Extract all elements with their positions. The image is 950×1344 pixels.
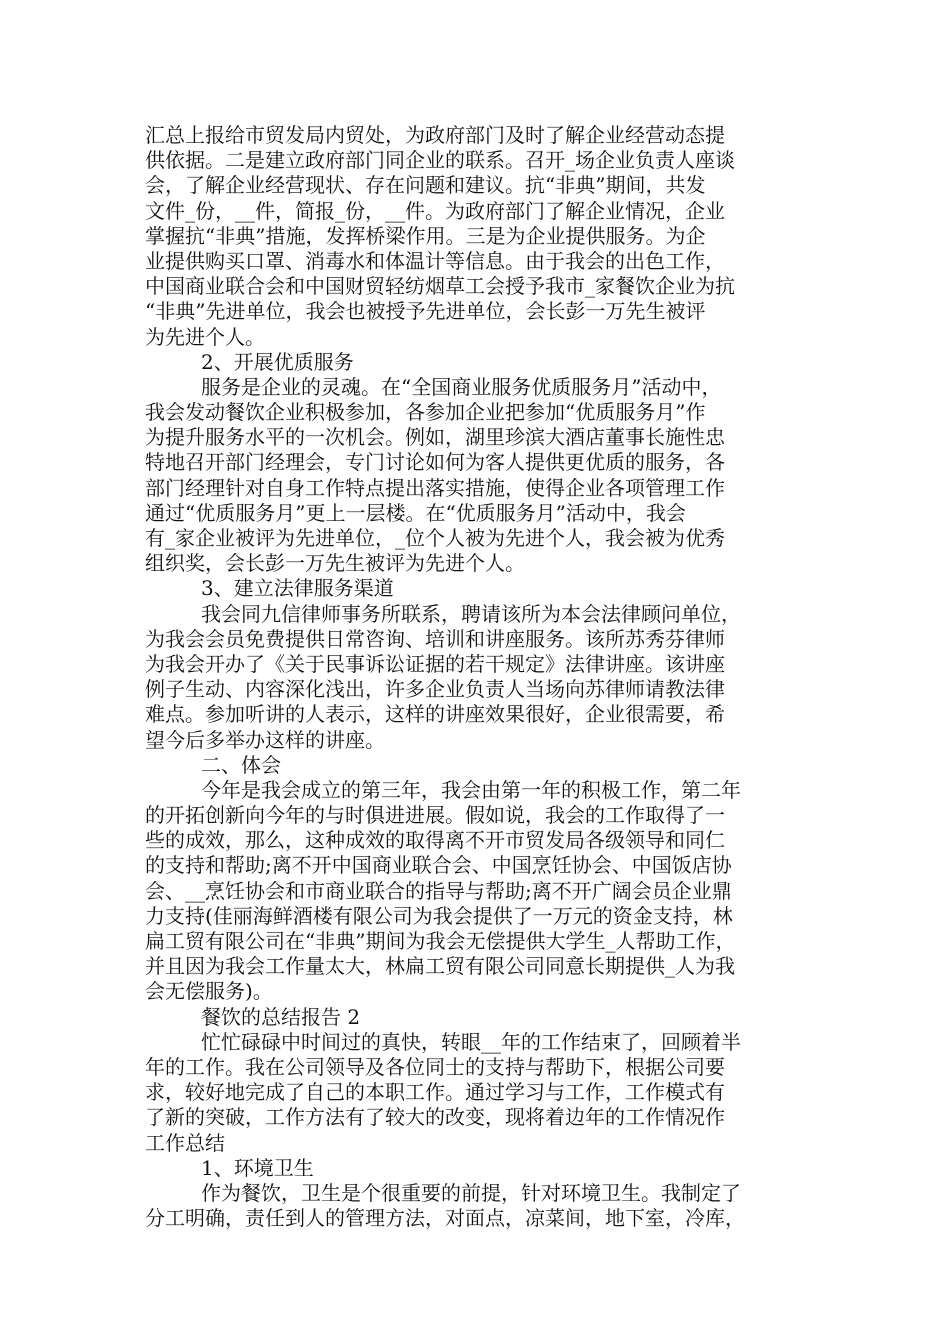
- paragraph-start-line: 我会同九信律师事务所联系，聘请该所为本会法律顾问单位，: [201, 601, 741, 626]
- text-line: 有_家企业被评为先进单位，_位个人被为先进个人，我会被为优秀: [145, 526, 725, 550]
- text-line: 年的工作。我在公司领导及各位同士的支持与帮助下，根据公司要: [145, 1054, 725, 1079]
- text-line: 组织奖，会长彭一万先生被评为先进个人。: [145, 551, 525, 576]
- text-line: 工作总结: [145, 1130, 225, 1155]
- text-line: 的开拓创新向今年的与时俱进进展。假如说，我会的工作取得了一: [145, 803, 725, 828]
- text-line: 了新的突破，工作方法有了较大的改变，现将着边年的工作情况作: [145, 1105, 725, 1130]
- text-line: 供依据。二是建立政府部门同企业的联系。召开_场企业负责人座谈: [145, 148, 735, 173]
- text-line: 通过“优质服务月”更上一层楼。在“优质服务月”活动中，我会: [145, 500, 686, 525]
- text-line: 难点。参加听讲的人表示，这样的讲座效果很好，企业很需要，希: [145, 702, 725, 727]
- text-line: 望今后多举办这样的讲座。: [145, 727, 385, 752]
- text-line: 会无偿服务)。: [145, 979, 273, 1004]
- text-line: 为我会开办了《关于民事诉讼证据的若干规定》法律讲座。该讲座: [145, 651, 725, 676]
- text-line: 会、__烹饪协会和市商业联合的指导与帮助;离不开广阔会员企业鼎: [145, 878, 732, 903]
- text-line: 求，较好地完成了自己的本职工作。通过学习与工作，工作模式有: [145, 1080, 725, 1105]
- paragraph-start-line: 2、开展优质服务: [201, 349, 354, 374]
- paragraph-start-line: 3、建立法律服务渠道: [201, 576, 394, 601]
- text-line: 中国商业联合会和中国财贸轻纺烟草工会授予我市_家餐饮企业为抗: [145, 274, 735, 299]
- text-line: 部门经理针对自身工作特点提出落实措施，使得企业各项管理工作: [145, 475, 725, 500]
- paragraph-start-line: 餐饮的总结报告 2: [201, 1004, 361, 1029]
- text-line: 我会发动餐饮企业积极参加，各参加企业把参加“优质服务月”作: [145, 400, 706, 425]
- paragraph-start-line: 1、环境卫生: [201, 1155, 314, 1180]
- text-line: 分工明确，责任到人的管理方法，对面点，凉菜间，地下室，冷库，: [145, 1206, 745, 1231]
- text-line: 特地召开部门经理会，专门讨论如何为客人提供更优质的服务，各: [145, 450, 725, 475]
- text-line: 业提供购买口罩、消毒水和体温计等信息。由于我会的出色工作，: [145, 248, 725, 273]
- text-line: 为提升服务水平的一次机会。例如，湖里珍滨大酒店董事长施性忠: [145, 425, 725, 450]
- text-line: 为先进个人。: [145, 324, 265, 349]
- text-line: 的支持和帮助;离不开中国商业联合会、中国烹饪协会、中国饭店协: [145, 853, 732, 878]
- text-line: 力支持(佳丽海鲜酒楼有限公司为我会提供了一万元的资金支持，林: [145, 903, 733, 928]
- paragraph-start-line: 二、体会: [201, 752, 281, 777]
- paragraph-start-line: 作为餐饮，卫生是个很重要的前提，针对环境卫生。我制定了: [201, 1180, 741, 1205]
- text-line: 例子生动、内容深化浅出，许多企业负责人当场向苏律师请教法律: [145, 677, 725, 702]
- text-line: 为我会会员免费提供日常咨询、培训和讲座服务。该所苏秀芬律师: [145, 626, 725, 651]
- text-line: 会，了解企业经营现状、存在问题和建议。抗“非典”期间，共发: [145, 173, 706, 198]
- paragraph-start-line: 服务是企业的灵魂。在“全国商业服务优质服务月”活动中，: [201, 374, 722, 399]
- text-line: 掌握抗“非典”措施，发挥桥梁作用。三是为企业提供服务。为企: [145, 223, 706, 248]
- text-line: 汇总上报给市贸发局内贸处，为政府部门及时了解企业经营动态提: [145, 123, 725, 147]
- paragraph-start-line: 忙忙碌碌中时间过的真快，转眼__年的工作结束了，回顾着半: [201, 1029, 741, 1054]
- document-body: [145, 123, 815, 1231]
- text-line: 并且因为我会工作量太大，林扁工贸有限公司同意长期提供_人为我: [145, 954, 735, 979]
- paragraph-start-line: 今年是我会成立的第三年，我会由第一年的积极工作，第二年: [201, 777, 741, 802]
- text-line: 些的成效，那么，这种成效的取得离不开市贸发局各级领导和同仁: [145, 828, 725, 853]
- text-line: “非典”先进单位，我会也被授予先进单位，会长彭一万先生被评: [145, 299, 706, 324]
- text-line: 扁工贸有限公司在“非典”期间为我会无偿提供大学生_人帮助工作，: [145, 929, 736, 953]
- text-line: 文件_份，__件，简报_份，__件。为政府部门了解企业情况，企业: [145, 198, 725, 223]
